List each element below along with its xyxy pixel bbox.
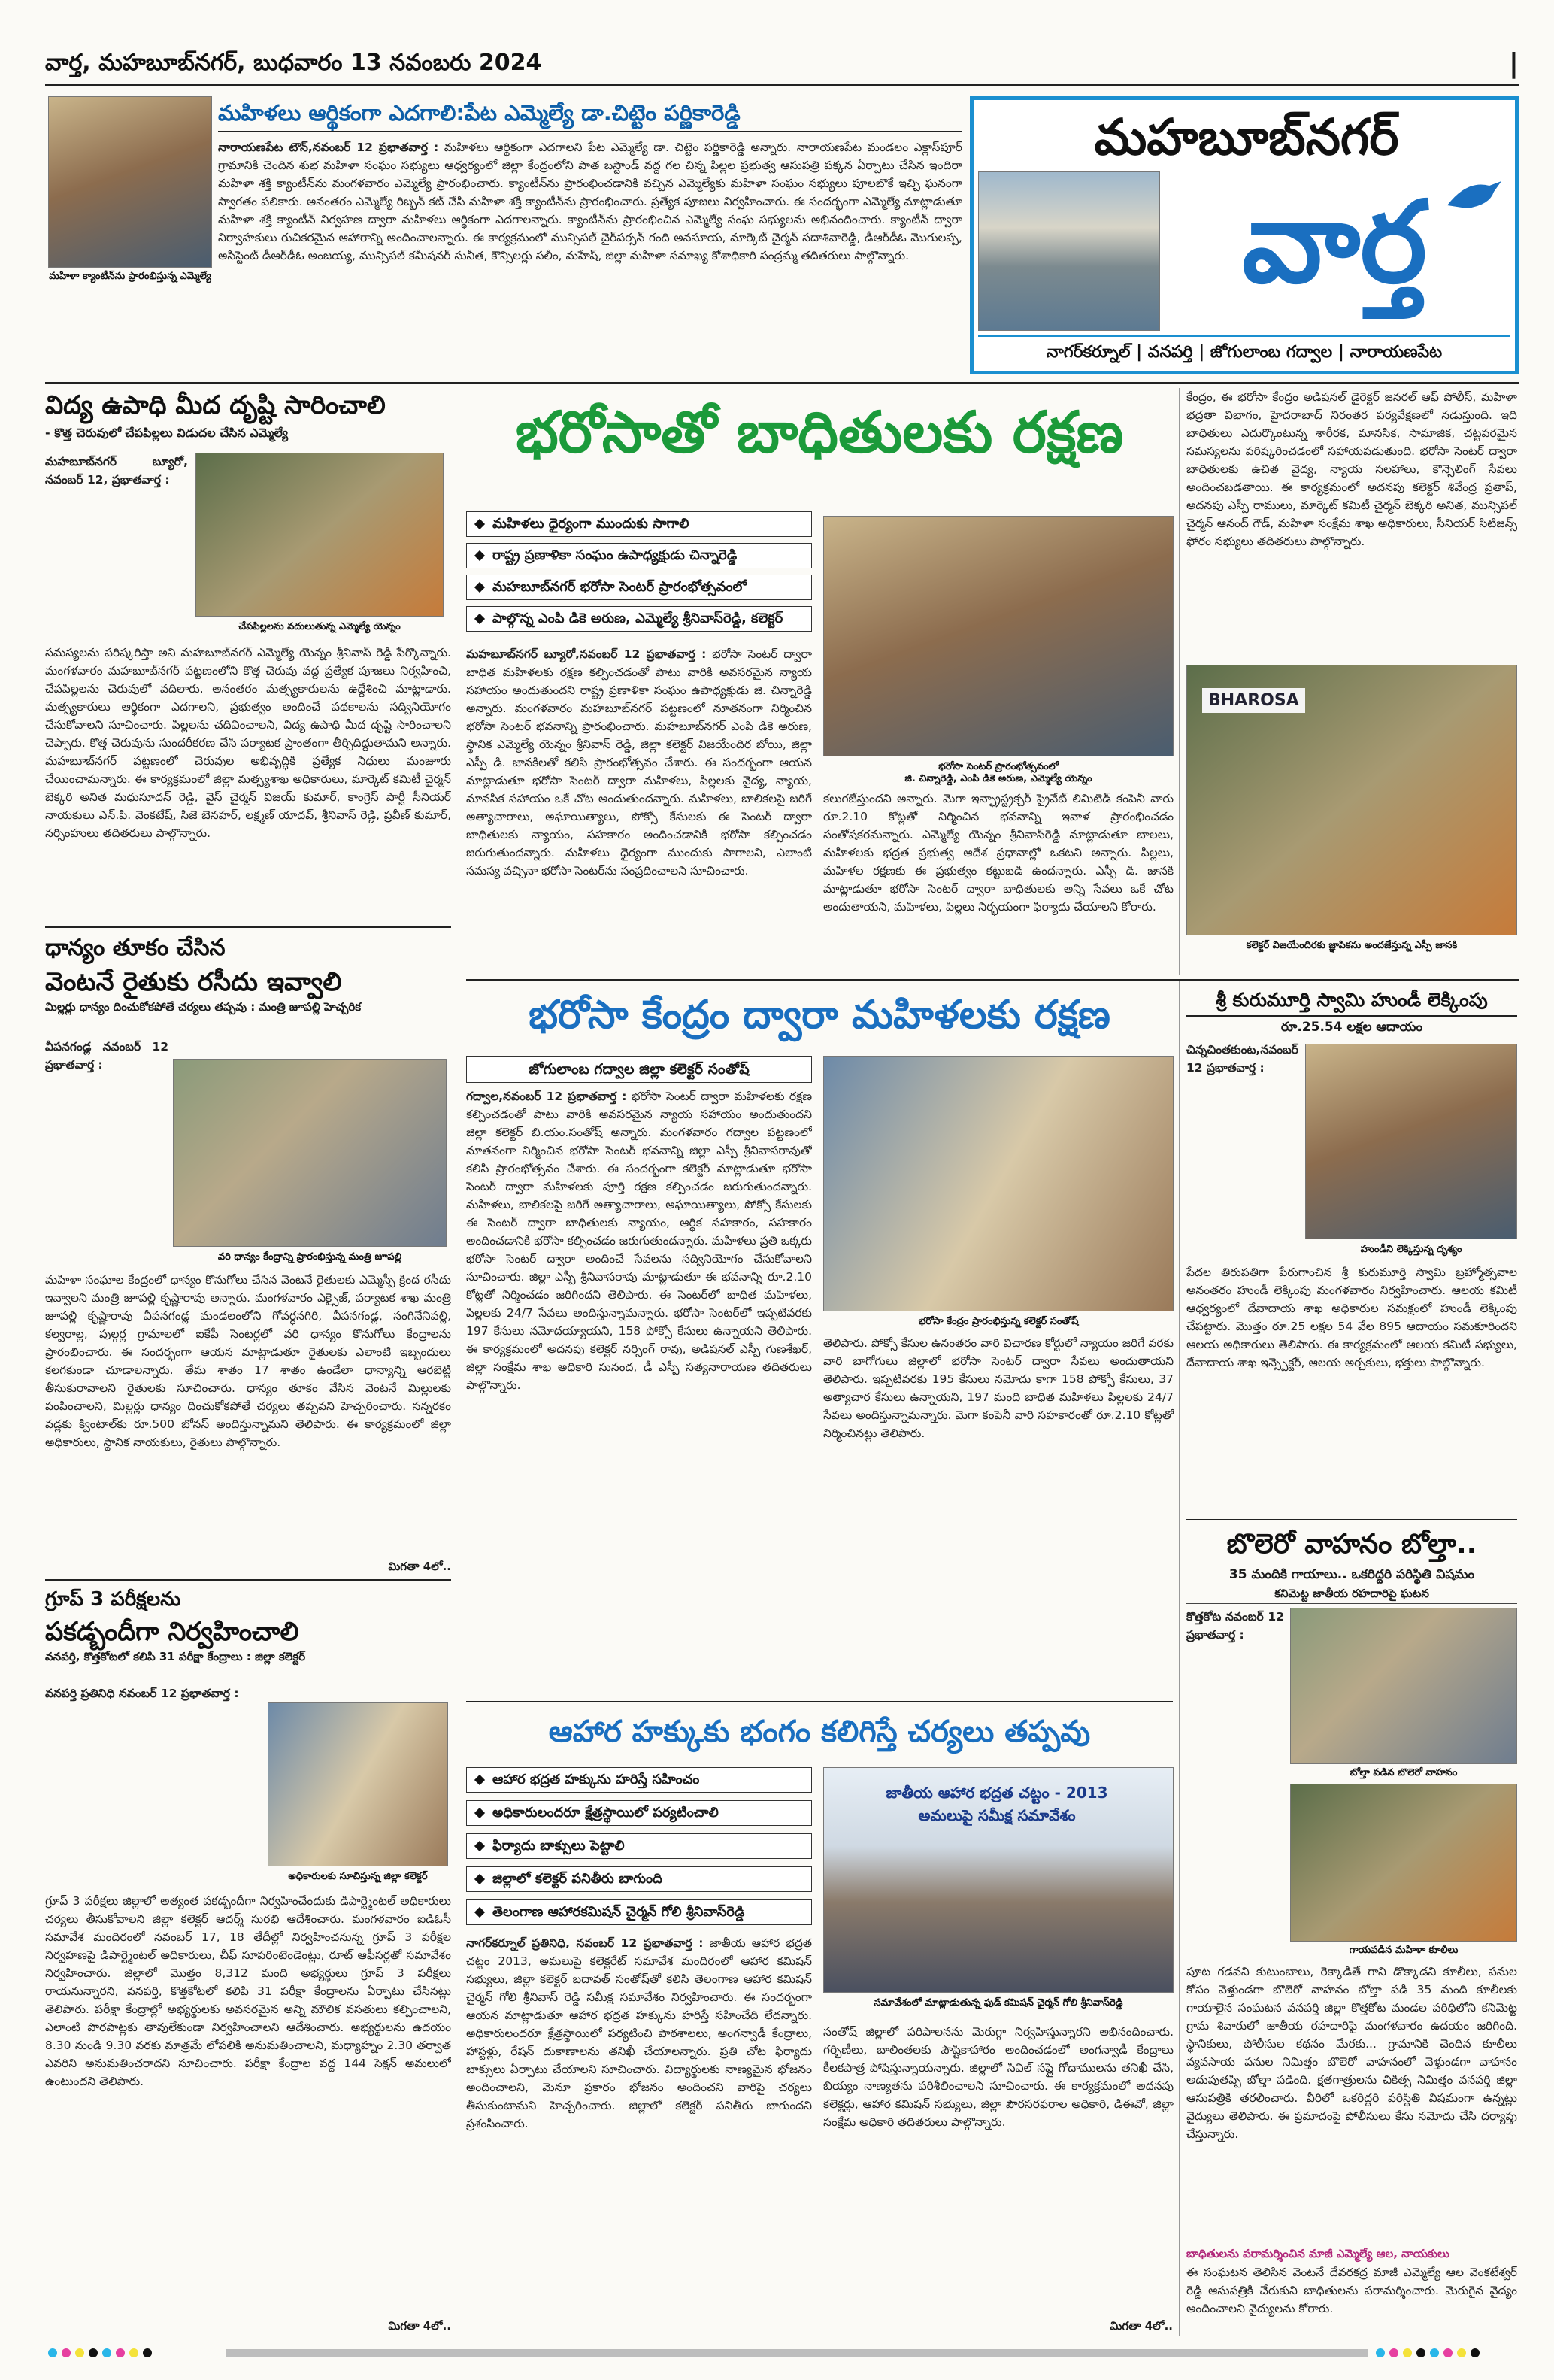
bharosa1-headline: భరోసాతో బాధితులకు రక్షణ [515, 399, 1124, 465]
masthead-district: మహబూబ్‌నగర్ [1094, 108, 1399, 166]
photo-bharosa-memento-caption: కలెక్టర్ విజయేందిరకు జ్ఞాపికను అందజేస్తున్న ఎస్పీ జానకి [1246, 940, 1458, 951]
group3-body: గ్రూప్ 3 పరీక్షలు జిల్లాలో అత్యంత పకడ్బందీగా నిర్వహించేందుకు డిపార్ట్మెంటల్ అధికారులు చర్యలు తీసుకోవాలని జిల్లా కలెక్టర్ ఆదర్శ్ సురభి ఆదేశించారు. మంగళవారం ఐడిఓసీ సమావేశ మందిరంలో నవంబర్ 17, 18 తేదీల్లో నిర్వహించనున్న గ్రూప్ 3 పరీక్షల నిర్వహణపై డిపార్ట్మెంటల్ అధికారులు, చీఫ్ సూపరింటెండెంట్లు, రూట్ ఆఫీసర్లతో సమావేశం నిర్వహించారు. జిల్లాలో మొత్తం 8,312 మంది అభ్యర్థులు గ్రూప్ 3 పరీక్షలు రాయనున్నారని, వనపర్తి, కొత్తకోటలో కలిపి 31 పరీక్షా కేంద్రాలను ఏర్పాటు చేసినట్లు తెలిపారు. పరీక్షా కేంద్రాల్లో అభ్యర్థులకు అవసరమైన అన్ని మౌలిక వసతులు కల్పించాలని, ఎలాంటి పొరపాట్లకు తావులేకుండా నిర్వహించాలని ఆదేశించారు. అభ్యర్థులను ఉదయం 8.30 నుండి 9.30 వరకు మాత్రమే లోపలికి అనుమతించాలని, మధ్యాహ్నం 2.30 తర్వాత ఎవరిని అనుమతించరాదని సూచించారు. పరీక్షా కేంద్రాల వద్ద 144 సెక్షన్ అమలులో ఉంటుందని తెలిపారు. [45, 1894, 451, 2088]
story-education [45, 388, 451, 443]
photo-hundi [1305, 1044, 1517, 1239]
grain-continued: మిగతా 4లో.. [388, 1560, 451, 1573]
photo-fish [195, 453, 444, 617]
food-bullet-3: ఫిర్యాదు బాక్సులు పెట్టాలి [466, 1833, 812, 1859]
section-rule-1 [45, 382, 1519, 384]
story-top-dateline: నారాయణపేట టౌన్,నవంబర్ 12 ప్రభాతవార్త : [218, 141, 439, 154]
story-top-rule [218, 131, 962, 132]
grain-headline-1: ధాన్యం తూకం చేసిన [45, 935, 226, 961]
col-divider-mid [1179, 388, 1180, 975]
bharosa2-text-b [823, 1334, 1174, 1695]
food-banner: జాతీయ ఆహార భద్రత చట్టం - 2013 అమలుపై సమీక్ష సమావేశం [886, 1784, 1108, 1824]
bharosa2-text-a [466, 1087, 812, 1696]
bharosa1-bullet-2: రాష్ట్ర ప్రణాళికా సంఘం ఉపాధ్యక్షుడు చిన్నారెడ్డి [466, 543, 812, 568]
food-bullet-2: అధికారులందరూ క్షేత్రస్థాయిలో పర్యటించాలి [466, 1800, 812, 1826]
group3-dateline: వనపర్తి ప్రతినిధి నవంబర్ 12 ప్రభాతవార్త : [45, 1687, 239, 1700]
group3-kicker: వనపర్తి, కొత్తకోటలో కలిపి 31 పరీక్షా కేంద్రాలు : జిల్లా కలెక్టర్ [45, 1650, 306, 1663]
masthead [970, 96, 1519, 374]
bolero-dateline: కొత్తకోట నవంబర్ 12 ప్రభాతవార్త : [1186, 1610, 1284, 1642]
food-bullet-4: జిల్లాలో కలెక్టర్ పనితీరు బాగుంది [466, 1866, 812, 1892]
education-text-b [45, 644, 451, 922]
photo-bharosa-gadwal [823, 1056, 1174, 1311]
hundi-kicker: రూ.25.54 లక్షల ఆదాయం [1280, 1020, 1423, 1035]
story-grain [45, 932, 451, 1017]
story-top-headline: మహిళలు ఆర్థికంగా ఎదగాలి:పేట ఎమ్మెల్యే డా.చిట్టెం పర్ణికారెడ్డి [218, 100, 741, 126]
photo-canteen-caption: మహిళా క్యాంటీన్‌ను ప్రారంభిస్తున్న ఎమ్మెల్యే [49, 271, 211, 282]
photo-grain-caption: వరి ధాన్యం కేంద్రాన్ని ప్రారంభిస్తున్న మంత్రి జూపల్లి [217, 1251, 402, 1263]
bolero-kicker-2: కనిమెట్ట జాతీయ రహదారిపై ఘటన [1186, 1587, 1517, 1604]
masthead-brand: వార్త [1241, 177, 1428, 308]
education-body: సమస్యలను పరిష్కరిస్తా అని మహబూబ్‌నగర్ ఎమ్మెల్యే యెన్నం శ్రీనివాస్ రెడ్డి పేర్కొన్నారు. మంగళవారం మహబూబ్‌నగర్ పట్టణంలోని కొత్త చెరువు వద్ద ప్రత్యేక పూజలు నిర్వహించి, చేపపిల్లలను చెరువులో వదిలారు. అనంతరం మత్స్యకారులను ఉద్దేశించి మాట్లాడారు. మత్స్యకారులు ఆర్థికంగా ఎదగాలని, ప్రభుత్వం అందించే పథకాలను సద్వినియోగం చేసుకోవాలని సూచించారు. పిల్లలను చదివించాలని, విద్య ఉపాధి మీద దృష్టి సారించాలని చెప్పారు. కొత్త చెరువును సుందరీకరణ చేసి పర్యాటక ప్రాంతంగా తీర్చిదిద్దుతామని అన్నారు. మహబూబ్‌నగర్ పట్టణంలో చెరువుల అభివృద్ధికి ప్రత్యేక నిధులు మంజూరు చేయించామన్నారు. ఈ కార్యక్రమంలో జిల్లా మత్స్యశాఖ అధికారులు, మార్కెట్ కమిటీ చైర్మన్ బెక్కరి అనిత మధుసూదన్ రెడ్డి, వైస్ చైర్మన్ విజయ్ కుమార్, కాంగ్రెస్ పార్టీ సీనియర్ నాయకులు ఎన్‌.పి. వెంకటేష్, సిజె బెనహర్, లక్ష్మణ్ యాదవ్, శ్రీనివాస్ రెడ్డి, ప్రవీణ్ కుమార్, నర్సింహులు తదితరులు పాల్గొన్నారు. [45, 646, 451, 840]
grain-kicker: మిల్లర్లు ధాన్యం దించుకోకపోతే చర్యలు తప్పవు : మంత్రి జూపల్లి హెచ్చరిక [45, 1000, 362, 1014]
bharosa-right-body: కేంద్రం, ఈ భరోసా కేంద్రం అడిషనల్ డైరెక్టర్ జనరల్ ఆఫ్ పోలీస్, మహిళా భద్రతా విభాగం, హైదరాబాద్ నిరంతర పర్యవేక్షణలో నడుస్తుంది. ఇది బాధితులు ఎదుర్కొంటున్న శారీరక, మానసిక, సామాజిక, చట్టపరమైన సమస్యలను పరిష్కరించడంలో సహాయపడుతుంది. భరోసా సెంటర్ ద్వారా బాధితులకు ఉచిత వైద్య, న్యాయ సలహాలు, కౌన్సెలింగ్ సేవలు అందించబడతాయి. ఈ కార్యక్రమంలో అదనపు కలెక్టర్ శివేంద్ర ప్రతాప్, అదనపు ఎస్పీ రాములు, మార్కెట్ కమిటీ చైర్మన్ బెక్కరి అనిత, మున్సిపల్ చైర్మన్ ఆనంద్ గౌడ్, మహిళా సంక్షేమ శాఖ అధికారులు, సీనియర్ సిటిజన్స్ ఫోరం సభ్యులు తదితరులు పాల్గొన్నారు. [1186, 390, 1517, 548]
bolero-text-c [1186, 2263, 1517, 2336]
photo-collector-caption: అధికారులకు సూచిస్తున్న జిల్లా కలెక్టర్ [288, 1871, 428, 1882]
food-bullets [466, 1767, 812, 1925]
education-headline: విద్య ఉపాధి మీద దృష్టి సారించాలి [45, 390, 386, 420]
photo-bharosa-gadwal-caption: భరోసా కేంద్రం ప్రారంభిస్తున్న కలెక్టర్ సంతోష్ [918, 1316, 1079, 1327]
story-top-body: మహిళలు ఆర్థికంగా ఎదగాలని పేట ఎమ్మెల్యే డా. చిట్టెం పర్ణికారెడ్డి అన్నారు. నారాయణపేట మండలం ఎక్లాస్‌పూర్ గ్రామానికి చెందిన శుభ మహిళా సంఘం సభ్యులు ఆధ్వర్యంలో జిల్లా కేంద్రంలోని పాత బస్టాండ్ వద్ద గల చిన్న పిల్లల ప్రభుత్వ ఆసుపత్రి పక్కన ఏర్పాటు చేసిన ఇందిరా మహిళా శక్తి క్యాంటీన్‌ను మంగళవారం ఎమ్మెల్యే ప్రారంభించారు. క్యాంటీన్‌ను ప్రారంభించడానికి వచ్చిన ఎమ్మెల్యేకు మహిళా సంఘం సభ్యులు పూలబొకే ఇచ్చి ఘనంగా స్వాగతం పలికారు. అనంతరం ఎమ్మెల్యే రిబ్బన్ కట్ చేసి మహిళా శక్తి క్యాంటీన్‌ను ప్రారంభించారు. ప్రత్యేక పూజలు నిర్వహించారు. ఈ సందర్భంగా ఎమ్మెల్యే మాట్లాడుతూ మహిళా శక్తి క్యాంటీన్ నిర్వహణ ద్వారా మహిళలు ఆర్థికంగా ఎదగాలన్నారు. క్యాంటీన్‌ను ప్రారంభించిన ఎమ్మెల్యే సంఘ సభ్యులను అభినందించారు. క్యాంటీన్ ద్వారా నిర్వాహకులు రుచికరమైన ఆహారాన్ని అందించాలన్నారు. ఈ కార్యక్రమంలో మున్సిపల్ చైర్‌పర్సన్ గంది అనసూయ, మార్కెట్ చైర్మన్ సదాశివారెడ్డి, డీఆర్‌డీఓ మొగులప్ప, అసిస్టెంట్ డీఆర్‌డీఓ అంజయ్య, మున్సిపల్ కమీషనర్ సునీత, కౌన్సిలర్లు సలీం, మహేష్, జిల్లా మహిళా సమాఖ్య కోశాధికారి పంద్రమ్మ తదితరులు పాల్గొన్నారు. [218, 141, 962, 262]
print-strip [226, 2349, 1368, 2357]
bolero-body: పూట గడవని కుటుంబాలు, రెక్కాడితే గాని డొక్కాడని కూలీలు, పనుల కోసం వెళ్తుండగా బొలెరో వాహనం బోల్తా పడి 35 మంది కూలీలకు గాయాలైన సంఘటన వనపర్తి జిల్లా కొత్తకోట మండల పరిధిలోని కనిమెట్ట గ్రామ శివారులో జాతీయ రహదారిపై మంగళవారం ఉదయం జరిగింది. స్థానికులు, పోలీసుల కథనం మేరకు... గ్రామానికి చెందిన కూలీలు వ్యవసాయ పనుల నిమిత్తం బొలెరో వాహనంలో వెళ్తుండగా వాహనం అదుపుతప్పి బోల్తా పడింది. క్షతగాత్రులను చికిత్స నిమిత్తం వనపర్తి జిల్లా ఆసుపత్రికి తరలించారు. వీరిలో ఒకరిద్దరి పరిస్థితి విషమంగా ఉన్నట్లు వైద్యులు తెలిపారు. ఈ ప్రమాదంపై పోలీసులు కేసు నమోదు చేసి దర్యాప్తు చేస్తున్నారు. [1186, 1965, 1517, 2141]
rule-left-3 [45, 1579, 451, 1581]
grain-body: మహిళా సంఘాల కేంద్రంలో ధాన్యం కొనుగోలు చేసిన వెంటనే రైతులకు ఎమ్మెస్పీ క్రింద రసీదు ఇవ్వాలని మంత్రి జూపల్లి కృష్ణారావు అన్నారు. మంగళవారం ఎక్సైజ్, పర్యాటక శాఖ మంత్రి జూపల్లి కృష్ణారావు వీపనగండ్ల మండలంలోని గోవర్ధనగిరి, వీపనగండ్ల, సంగినేనిపల్లి, కల్వరాల్ల, పుల్గర్ల గ్రామాలలో ఐకేపీ సెంటర్లలో వరి ధాన్యం కొనుగోలు కేంద్రాలను ప్రారంభించారు. ఈ సందర్భంగా ఆయన మాట్లాడుతూ రైతులకు ఎలాంటి ఇబ్బందులు కలగకుండా చూడాలన్నారు. తేమ శాతం 17 శాతం ఉండేలా ధాన్యాన్ని ఆరబెట్టి తీసుకురావాలని రైతులకు సూచించారు. ధాన్యం తూకం వేసిన వెంటనే మిల్లులకు పంపించాలని, మిల్లర్లు ధాన్యం దించుకోకపోతే చర్యలు తప్పవని హెచ్చరించారు. సన్నరకం వడ్లకు క్వింటాల్‌కు రూ.500 బోనస్ అందిస్తున్నామని తెలిపారు. ఈ కార్యక్రమంలో జిల్లా అధికారులు, స్థానిక నాయకులు, రైతులు పాల్గొన్నారు. [45, 1273, 451, 1449]
bolero-footnote: బాధితులను పరామర్శించిన మాజీ ఎమ్మెల్యే ఆల, నాయకులు [1186, 2247, 1449, 2260]
hundi-text-b [1186, 1263, 1517, 1511]
story-group3 [45, 1585, 451, 1666]
dateline-header: వార్త, మహబూబ్‌నగర్, బుధవారం 13 నవంబరు 2024 [45, 50, 542, 76]
group3-headline-1: గ్రూప్ 3 పరీక్షలను [45, 1588, 181, 1611]
food-bullet-5: తెలంగాణ ఆహారకమిషన్ చైర్మన్ గోలి శ్రీనివాస్‌రెడ్డి [466, 1899, 812, 1925]
photo-food-meeting [823, 1767, 1174, 1993]
masthead-editions: నాగర్‌కర్నూల్ | వనపర్తి | జోగులాంబ గద్వాల | నారాయణపేట [978, 335, 1510, 368]
hundi-body: పేదల తిరుపతిగా పేరుగాంచిన శ్రీ కురుమూర్తి స్వామి బ్రహ్మోత్సవాల అనంతరం హుండీ లెక్కింపు మంగళవారం నిర్వహించారు. ఆలయ కమిటీ ఆధ్వర్యంలో దేవాదాయ శాఖ అధికారుల సమక్షంలో హుండీ లెక్కింపు చేపట్టారు. మొత్తం రూ.25 లక్షల 54 వేల 895 ఆదాయం సమకూరిందని ఆలయ అధికారులు తెలిపారు. ఈ కార్యక్రమంలో ఆలయ కమిటీ సభ్యులు, దేవాదాయ శాఖ ఇన్స్పెక్టర్, ఆలయ అర్చకులు, భక్తులు పాల్గొన్నారు. [1186, 1266, 1517, 1369]
photo-bharosa-plaque [823, 516, 1174, 756]
photo-bolero-caption: బోల్తా పడిన బొలెరో వాహనం [1350, 1767, 1458, 1778]
food-text-b [823, 2023, 1174, 2324]
bharosa-sign: BHAROSA [1202, 688, 1305, 713]
grain-text-a [45, 1038, 168, 1263]
bolero-kicker: 35 మందికి గాయాలు.. ఒకరిద్దరి పరిస్థితి విషమం [1228, 1567, 1475, 1582]
rule-mid-2 [466, 1701, 1173, 1702]
bharosa1-body: భరోసా సెంటర్ ద్వారా బాధిత మహిళలకు రక్షణ కల్పించడంతో పాటు వారికి అవసరమైన న్యాయ సహాయం అందుతుందని రాష్ట్ర ప్రణాళికా సంఘం ఉపాధ్యక్షుడు జి. చిన్నారెడ్డి అన్నారు. మంగళవారం మహబూబ్‌నగర్ పట్టణంలో నూతనంగా నిర్మించిన భరోసా సెంటర్ భవనాన్ని ప్రారంభించారు. మహబూబ్‌నగర్ ఎంపి డికె అరుణ, స్థానిక ఎమ్మెల్యే యెన్నం శ్రీనివాస్ రెడ్డి, జిల్లా కలెక్టర్ విజయేందిర బోయి, జిల్లా ఎస్పీ డి. జానకిలతో కలిసి ప్రారంభోత్సవం చేశారు. ఈ సందర్భంగా ఆయన మాట్లాడుతూ భరోసా సెంటర్ ద్వారా మహిళలు, పిల్లలకు వైద్య, న్యాయ, మానసిక సహాయం ఒకే చోట అందుతుందన్నారు. మహిళలు, బాలికలపై జరిగే అత్యాచారాలు, అఘాయిత్యాలు, పోక్సో కేసులకు ఈ సెంటర్ ద్వారా బాధితులకు న్యాయం, సహకారం అందించడానికి భరోసా కల్పించడం జరుగుతుందన్నారు. మహిళలు ధైర్యంగా ముందుకు సాగాలని, ఎలాంటి సమస్య వచ్చినా భరోసా సెంటర్‌ను సంప్రదించాలని సూచించారు. [466, 647, 812, 878]
bharosa2-dateline: గద్వాల,నవంబర్ 12 ప్రభాతవార్త : [466, 1090, 627, 1103]
bharosa1-body-col2: కలుగజేస్తుందని అన్నారు. మెగా ఇన్ఫ్రాస్ట్రక్చర్ ప్రైవేట్ లిమిటెడ్ కంపెనీ వారు రూ.2.10 కోట్లతో నిర్మించిన భవనాన్ని ఇవాళ ప్రారంభించడం సంతోషకరమన్నారు. ఎమ్మెల్యే యెన్నం శ్రీనివాస్‌రెడ్డి మాట్లాడుతూ బాలలు, మహిళలకు భద్రత ప్రభుత్వ ఆదేశ ప్రధానాల్లో ఒకటని అన్నారు. పిల్లలు, మహిళల రక్షణకు ఈ ప్రభుత్వం కట్టుబడి ఉందన్నారు. ఎస్పీ డి. జానకి మాట్లాడుతూ భరోసా సెంటర్ ద్వారా బాధితులకు అన్ని సేవలు ఒకే చోట అందుతాయని, మహిళలు, పిల్లలు నిర్భయంగా ఫిర్యాదు చేయాలని కోరారు. [823, 792, 1174, 914]
bharosa2-body-col2: తెలిపారు. పోక్సో కేసుల ఉనంతరం వారి విచారణ కోర్టులో న్యాయం జరిగే వరకు వారి బాగోగులు జిల్లాలో భరోసా సెంటర్ ద్వారా సేవలు అందుతాయని తెలిపారు. ఇప్పటివరకు 195 కేసులు నమోదు కాగా 158 పోక్సో కేసులు, 37 అత్యాచార కేసులు ఉన్నాయని, 197 మంది బాధిత మహిళలు పిల్లలకు 24/7 సేవలు అందిస్తున్నామన్నారు. మెగా కంపెనీ వారి సహకారంతో రూ.2.10 కోట్లతో నిర్మించినట్లు తెలిపారు. [823, 1336, 1174, 1440]
header-rule [45, 84, 1519, 86]
food-body: జాతీయ ఆహార భద్రత చట్టం 2013, అమలుపై కలెక్టరేట్ సమావేశ మందిరంలో ఆహార కమిషన్ సభ్యులు, జిల్లా కలెక్టర్ బదావత్ సంతోష్‌తో కలిసి తెలంగాణ ఆహార కమిషన్ చైర్మన్ గోలి శ్రీనివాస్ రెడ్డి సమీక్ష సమావేశం నిర్వహించారు. ఈ సందర్భంగా ఆయన మాట్లాడుతూ ఆహార భద్రత హక్కును హరిస్తే సహించేది లేదన్నారు. అధికారులందరూ క్షేత్రస్థాయిలో పర్యటించి పాఠశాలలు, అంగన్వాడీ కేంద్రాలు, హాస్టళ్లు, రేషన్ దుకాణాలను తనిఖీ చేయాలన్నారు. ప్రతి చోట ఫిర్యాదు బాక్సులు ఏర్పాటు చేయాలని సూచించారు. విద్యార్థులకు నాణ్యమైన భోజనం అందించాలని, మెనూ ప్రకారం భోజనం అందించని వారిపై చర్యలు తీసుకుంటామని హెచ్చరించారు. జిల్లాలో కలెక్టర్ పనితీరు బాగుందని ప్రశంసించారు. [466, 1936, 812, 2130]
dove-icon [1444, 175, 1504, 220]
food-dateline: నాగర్‌కర్నూల్ ప్రతినిధి, నవంబర్ 12 ప్రభాతవార్త : [466, 1936, 704, 1950]
food-headline: ఆహార హక్కుకు భంగం కలిగిస్తే చర్యలు తప్పవు [548, 1715, 1091, 1749]
photo-fish-caption: చేపపిల్లలను వదులుతున్న ఎమ్మెల్యే యెన్నం [238, 621, 401, 632]
print-registration-dots-right [1376, 2346, 1526, 2358]
hundi-dateline: చిన్నచింతకుంట,నవంబర్ 12 ప్రభాతవార్త : [1186, 1043, 1298, 1075]
bharosa2-body: భరోసా సెంటర్ ద్వారా మహిళలకు రక్షణ కల్పించడంతో పాటు వారికి అవసరమైన న్యాయ సహాయం అందుతుందని జిల్లా కలెక్టర్ బి.యం.సంతోష్ అన్నారు. మంగళవారం గద్వాల పట్టణంలో నూతనంగా నిర్మించిన భరోసా సెంటర్ భవనాన్ని జిల్లా ఎస్పీ శ్రీనివాసరావుతో కలిసి ప్రారంభోత్సవం చేశారు. ఈ సందర్భంగా కలెక్టర్ మాట్లాడుతూ భరోసా సెంటర్ ద్వారా మహిళలకు పూర్తి రక్షణ కల్పించడం జరుగుతుందన్నారు. మహిళలు, బాలికలపై జరిగే అత్యాచారాలు, అఘాయిత్యాలు, పోక్సో కేసులకు ఈ సెంటర్ ద్వారా బాధితులకు న్యాయం, ఆర్థిక సహకారం, సహకారం అందించడానికి భరోసా కల్పించడం జరుగుతుందన్నారు. మహిళలు ప్రతి ఒక్కరు భరోసా సెంటర్ ద్వారా అందించే సేవలను సద్వినియోగం చేసుకోవాలని సూచించారు. జిల్లా ఎస్పీ శ్రీనివాసరావు మాట్లాడుతూ ఈ భవనాన్ని రూ.2.10 కోట్లతో నిర్మించడం జరిగిందని తెలిపారు. ఈ సెంటర్‌లో బాధిత మహిళలు, పిల్లలకు 24/7 సేవలు అందిస్తున్నామన్నారు. భరోసా సెంటర్‌లో ఇప్పటివరకు 197 కేసులు నమోదయ్యాయని, 158 పోక్సో కేసులు ఉన్నాయని తెలిపారు. ఈ కార్యక్రమంలో అదనపు కలెక్టర్ నర్సింగ్ రావు, అడిషనల్ ఎస్పీ గుణశేఖర్, జిల్లా సంక్షేమ శాఖ అధికారి సునంద, డీ ఎస్పీ సత్యనారాయణ తదితరులు పాల్గొన్నారు. [466, 1090, 812, 1392]
bharosa1-bullets [466, 511, 812, 632]
bharosa1-bullet-4: పాల్గొన్న ఎంపి డికె అరుణ, ఎమ్మెల్యే శ్రీనివాస్‌రెడ్డి, కలెక్టర్ [466, 606, 812, 632]
hundi-headline: శ్రీ కురుమూర్తి స్వామి హుండీ లెక్కింపు [1186, 985, 1517, 1017]
group3-continued: మిగతా 4లో.. [388, 2319, 451, 2333]
bolero-headline: బొలెరో వాహనం బోల్తా.. [1226, 1529, 1477, 1560]
rule-right-2 [1186, 1519, 1517, 1520]
bolero-text-b [1186, 1963, 1517, 2241]
rule-left-2 [45, 926, 451, 928]
bharosa1-bullet-3: మహబూబ్‌నగర్ భరోసా సెంటర్ ప్రారంభోత్సవంలో [466, 575, 812, 600]
bharosa1-text-a [466, 645, 812, 976]
photo-bharosa-memento [1186, 665, 1517, 935]
bharosa1-text-b [823, 790, 1174, 978]
photo-bharosa-plaque-caption: భరోసా సెంటర్ ప్రారంభోత్సవంలో జి. చిన్నారెడ్డి, ఎంపి డికె అరుణ, ఎమ్మెల్యే యెన్నం [904, 761, 1092, 784]
food-bullet-1: ఆహార భద్రత హక్కును హరిస్తే సహించం [466, 1767, 812, 1793]
hundi-text-a [1186, 1041, 1299, 1229]
photo-canteen [48, 96, 212, 268]
grain-headline-2: వెంటనే రైతుకు రసీదు ఇవ్వాలి [45, 967, 342, 997]
food-body-col2: సంతోష్ జిల్లాలో పరిపాలనను మెరుగ్గా నిర్వహిస్తున్నారని అభినందించారు. గర్భిణీలు, బాలింతలకు పౌష్టికాహారం అందించడంలో అంగన్వాడీ కేంద్రాలు కీలకపాత్ర పోషిస్తున్నాయన్నారు. జిల్లాలో సివిల్ సప్లై గోదాములను తనిఖీ చేసి, బియ్యం నాణ్యతను పరిశీలించాలని సూచించారు. ఈ కార్యక్రమంలో అదనపు కలెక్టర్లు, ఆహార కమిషన్ సభ్యులు, జిల్లా పౌరసరఫరాల అధికారి, డిఈవో, జిల్లా సంక్షేమ అధికారి తదితరులు పాల్గొన్నారు. [823, 2025, 1174, 2129]
photo-food-caption: సమావేశంలో మాట్లాడుతున్న ఫుడ్ కమిషన్ చైర్మన్ గోలి శ్రీనివాస్‌రెడ్డి [874, 1997, 1123, 2009]
education-kicker: - కొత్త చెరువులో చేపపిల్లలు విడుదల చేసిన ఎమ్మెల్యే [45, 426, 289, 440]
col-divider-mid-2 [1179, 981, 1180, 2336]
print-registration-dots-left [48, 2346, 229, 2358]
group3-text-a [45, 1684, 263, 1910]
photo-collector-vanaparthy [268, 1702, 448, 1866]
bharosa2-subhead: జోగులాంబ గద్వాల జిల్లా కలెక్టర్ సంతోష్ [466, 1056, 812, 1083]
photo-hundi-caption: హుండీని లెక్కిస్తున్న దృశ్యం [1360, 1244, 1462, 1255]
page-mark: | [1508, 48, 1519, 79]
group3-headline-2: పకడ్బందీగా నిర్వహించాలి [45, 1617, 299, 1647]
education-text-a [45, 453, 188, 641]
food-continued: మిగతా 4లో.. [1110, 2319, 1173, 2333]
rule-mid-1 [466, 979, 1519, 981]
grain-text-b [45, 1271, 451, 1557]
group3-text-b [45, 1892, 451, 2313]
bharosa2-headline: భరోసా కేంద్రం ద్వారా మహిళలకు రక్షణ [529, 993, 1110, 1038]
food-text-a [466, 1934, 812, 2325]
photo-injured-caption: గాయపడిన మహిళా కూలీలు [1349, 1945, 1459, 1956]
photo-bolero [1290, 1608, 1517, 1764]
photo-injured [1290, 1784, 1517, 1942]
masthead-dam-photo [978, 171, 1160, 331]
education-dateline: మహబూబ్‌నగర్ బ్యూరో, నవంబర్ 12, ప్రభాతవార్త : [45, 455, 188, 487]
bharosa-right-text [1186, 388, 1517, 659]
grain-dateline: వీపనగండ్ల నవంబర్ 12 ప్రభాతవార్త : [45, 1040, 168, 1072]
bolero-body-2: ఈ సంఘటన తెలిసిన వెంటనే దేవరకద్ర మాజీ ఎమ్మెల్యే ఆల వెంకటేశ్వర్ రెడ్డి ఆసుపత్రికి చేరుకుని బాధితులను పరామర్శించారు. మెరుగైన వైద్యం అందించాలని వైద్యులను కోరారు. [1186, 2266, 1517, 2315]
bharosa1-dateline: మహబూబ్‌నగర్ బ్యూరో,నవంబర్ 12 ప్రభాతవార్త : [466, 647, 707, 661]
bharosa1-bullet-1: మహిళలు ధైర్యంగా ముందుకు సాగాలి [466, 511, 812, 537]
photo-grain [173, 1059, 447, 1247]
